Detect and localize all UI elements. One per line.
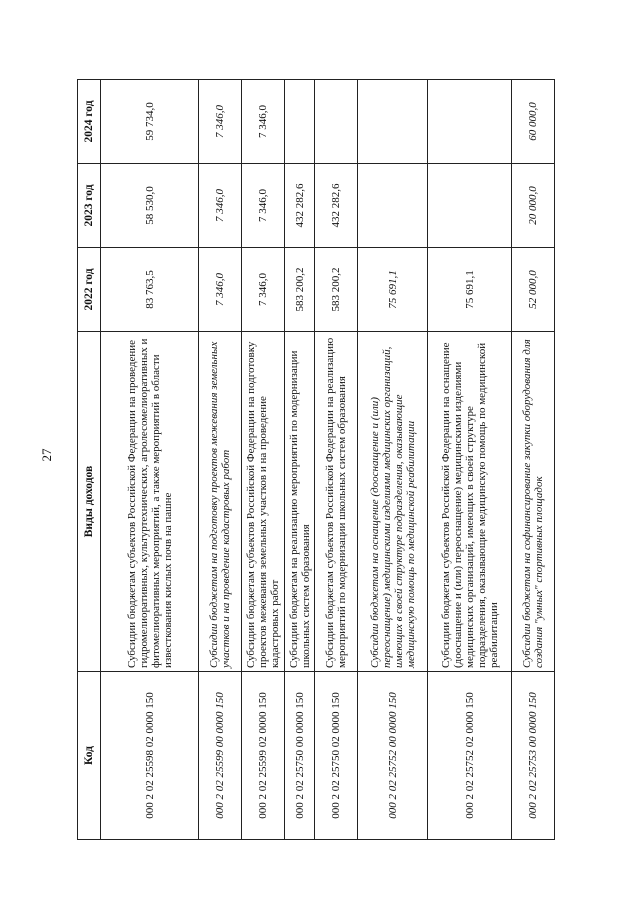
row-name: Субсидии бюджетам субъектов Российской Федерации на подготовку проектов межевания земельных участков и на проведение кадастровых работ (242, 332, 285, 672)
row-name: Субсидии бюджетам субъектов Российской Федерации на оснащение (дооснащение и (или) переоснащение) медицинскими изделиями медицинских организаций, имеющих в своей структуре подразделения, оказывающие медицинскую помощь по медицинской реабилитации (428, 332, 512, 672)
header-code: Код (78, 672, 101, 840)
row-name: Субсидии бюджетам субъектов Российской Федерации на реализацию мероприятий по модернизации школьных систем образования (315, 332, 358, 672)
row-name: Субсидии бюджетам субъектов Российской Федерации на проведение гидромелиоративных, культуртехнических, агролесомелиоративных и фитомелиоративных мероприятий, а также мероприятий в области известкования кислых почв на пашне (101, 332, 199, 672)
revenue-table (77, 79, 555, 840)
row-value-2022: 583 200,2 (285, 248, 315, 332)
row-value-2022: 7 346,0 (199, 248, 242, 332)
row-code: 000 2 02 25753 00 0000 150 (512, 672, 555, 840)
table-row (428, 80, 512, 840)
row-value-2023 (428, 164, 512, 248)
row-value-2023: 432 282,6 (315, 164, 358, 248)
row-value-2024 (428, 80, 512, 164)
row-code: 000 2 02 25599 00 0000 150 (199, 672, 242, 840)
header-name: Виды доходов (78, 332, 101, 672)
row-value-2024: 60 000,0 (512, 80, 555, 164)
header-2023: 2023 год (78, 164, 101, 248)
row-value-2024 (285, 80, 315, 164)
row-name: Субсидии бюджетам на софинансирование закупки оборудования для создания "умных" спортивных площадок (512, 332, 555, 672)
row-value-2024: 7 346,0 (199, 80, 242, 164)
row-value-2022: 75 691,1 (358, 248, 428, 332)
row-code: 000 2 02 25752 02 0000 150 (428, 672, 512, 840)
row-value-2024: 59 734,0 (101, 80, 199, 164)
row-value-2023: 7 346,0 (199, 164, 242, 248)
row-value-2024 (358, 80, 428, 164)
row-value-2024: 7 346,0 (242, 80, 285, 164)
header-2024: 2024 год (78, 80, 101, 164)
row-value-2022: 75 691,1 (428, 248, 512, 332)
row-name: Субсидии бюджетам на реализацию мероприятий по модернизации школьных систем образования (285, 332, 315, 672)
table-row (285, 80, 315, 840)
rotated-table-wrapper (77, 80, 547, 840)
row-value-2022: 7 346,0 (242, 248, 285, 332)
table-row (242, 80, 285, 840)
table-row (199, 80, 242, 840)
table-header-row (78, 80, 101, 840)
table-row (101, 80, 199, 840)
row-value-2023: 58 530,0 (101, 164, 199, 248)
row-value-2023: 7 346,0 (242, 164, 285, 248)
header-2022: 2022 год (78, 248, 101, 332)
row-code: 000 2 02 25752 00 0000 150 (358, 672, 428, 840)
row-value-2022: 52 000,0 (512, 248, 555, 332)
row-value-2023 (358, 164, 428, 248)
row-name: Субсидии бюджетам на подготовку проектов межевания земельных участков и на проведение кадастровых работ (199, 332, 242, 672)
table-row (512, 80, 555, 840)
row-code: 000 2 02 25750 00 0000 150 (285, 672, 315, 840)
row-value-2022: 583 200,2 (315, 248, 358, 332)
row-code: 000 2 02 25599 02 0000 150 (242, 672, 285, 840)
row-value-2023: 20 000,0 (512, 164, 555, 248)
row-value-2024 (315, 80, 358, 164)
row-name: Субсидии бюджетам на оснащение (дооснащение и (или) переоснащение) медицинскими изделиями медицинских организаций, имеющих в своей структуре подразделения, оказывающие медицинскую помощь по медицинской реабилитации (358, 332, 428, 672)
row-code: 000 2 02 25750 02 0000 150 (315, 672, 358, 840)
row-value-2022: 83 763,5 (101, 248, 199, 332)
page-number: 27 (39, 448, 54, 462)
row-code: 000 2 02 25598 02 0000 150 (101, 672, 199, 840)
table-row (315, 80, 358, 840)
row-value-2023: 432 282,6 (285, 164, 315, 248)
table-row (358, 80, 428, 840)
